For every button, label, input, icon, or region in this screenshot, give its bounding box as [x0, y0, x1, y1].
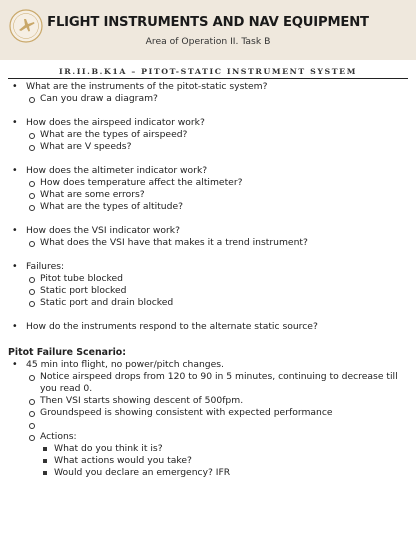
list-item: Pitot tube blocked	[26, 273, 408, 285]
question-text: • How do the instruments respond to the alternate static source?	[26, 321, 318, 332]
list-item: What are V speeds?	[26, 141, 408, 153]
section-divider	[8, 78, 408, 79]
list-item: What are the types of altitude?	[26, 201, 408, 213]
question-text: • How does the VSI indicator work?	[26, 225, 180, 236]
section-title: IR.II.B.K1A – PITOT-STATIC INSTRUMENT SYSTEM	[59, 67, 357, 76]
scenario-title: Pitot Failure Scenario:	[8, 347, 126, 358]
list-item: What do you think it is?	[40, 443, 408, 455]
main-content	[0, 66, 416, 479]
list-item	[8, 359, 408, 479]
list-item: Notice airspeed drops from 120 to 90 in 5 minutes, continuing to decrease till you read 0.	[26, 371, 408, 395]
spacer	[26, 419, 408, 431]
list-item: What are some errors?	[26, 189, 408, 201]
list-item: What does the VSI have that makes it a trend instrument?	[26, 237, 408, 249]
page-title: FLIGHT INSTRUMENTS AND NAV EQUIPMENT	[47, 15, 369, 30]
list-item: How does temperature affect the altimeter?	[26, 177, 408, 189]
sub-question-list	[26, 237, 408, 249]
list-item	[8, 81, 408, 117]
page-header	[0, 0, 416, 60]
list-item	[8, 261, 408, 321]
list-item: Groundspeed is showing consistent with expected performance	[26, 407, 408, 419]
actions-label: Actions:	[40, 431, 77, 442]
list-item: Static port blocked	[26, 285, 408, 297]
sub-question-list	[26, 129, 408, 153]
scenario-list	[8, 359, 408, 479]
list-item	[26, 431, 408, 479]
question-text: • How does the altimeter indicator work?	[26, 165, 208, 176]
list-item: Static port and drain blocked	[26, 297, 408, 309]
list-item	[8, 225, 408, 261]
list-item	[8, 321, 408, 343]
sub-question-list	[26, 177, 408, 213]
list-item: What are the types of airspeed?	[26, 129, 408, 141]
list-item	[8, 117, 408, 165]
actions-list	[40, 443, 408, 479]
failure-list	[26, 273, 408, 309]
list-item: Then VSI starts showing descent of 500fpm.	[26, 395, 408, 407]
question-text: • Failures:	[26, 261, 65, 272]
list-item	[8, 165, 408, 225]
list-item: Can you draw a diagram?	[26, 93, 408, 105]
question-text: • What are the instruments of the pitot-static system?	[26, 81, 268, 92]
scenario-item: • 45 min into flight, no power/pitch changes.	[26, 359, 224, 370]
list-item: What actions would you take?	[40, 455, 408, 467]
list-item: Would you declare an emergency? IFR	[40, 467, 408, 479]
scenario-details	[26, 371, 408, 479]
question-text: • How does the airspeed indicator work?	[26, 117, 205, 128]
sub-question-list	[26, 93, 408, 105]
question-list	[8, 81, 408, 343]
page-subtitle: Area of Operation II. Task B	[145, 36, 271, 47]
